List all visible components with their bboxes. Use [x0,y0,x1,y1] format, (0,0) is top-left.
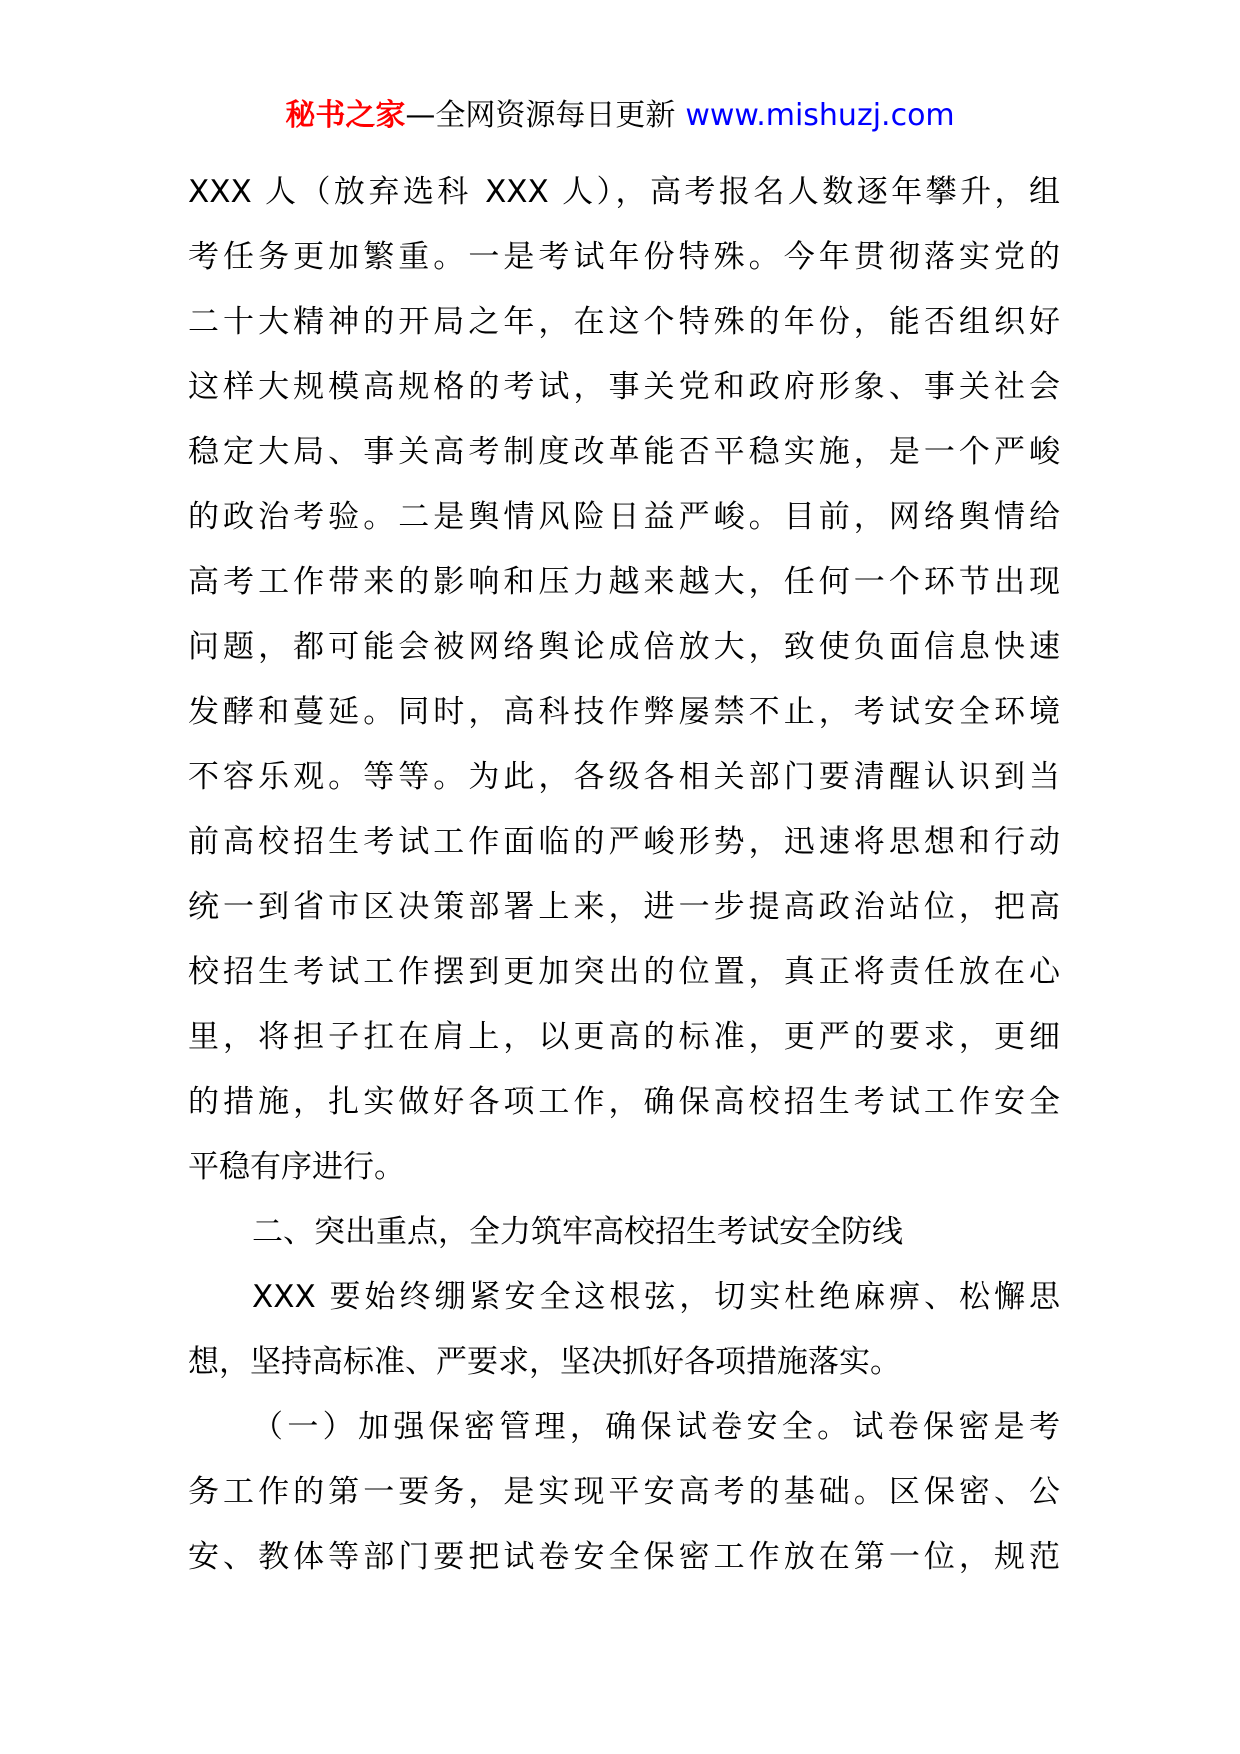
body-line: 高考工作带来的影响和压力越来越大，任何一个环节出现 [188,564,1060,600]
body-line: 这样大规模高规格的考试，事关党和政府形象、事关社会 [188,369,1060,405]
body-line: 的政治考验。二是舆情风险日益严峻。目前，网络舆情给 [188,499,1060,535]
paragraph-end-line: 想，坚持高标准、严要求，坚决抓好各项措施落实。 [188,1344,901,1380]
site-header [0,96,1240,136]
body-line: 不容乐观。等等。为此，各级各相关部门要清醒认识到当 [188,759,1060,795]
body-line: XXX 要始终绷紧安全这根弦，切实杜绝麻痹、松懈思 [252,1279,1060,1315]
subsection-heading-line: （一）加强保密管理，确保试卷安全。试卷保密是考 [252,1409,1060,1445]
body-line: 务工作的第一要务，是实现平安高考的基础。区保密、公 [188,1474,1060,1510]
site-brand: 秘书之家 [285,98,406,133]
site-slogan: —全网资源每日更新 [405,98,676,133]
body-line: 统一到省市区决策部署上来，进一步提高政治站位，把高 [188,889,1060,925]
body-line: 前高校招生考试工作面临的严峻形势，迅速将思想和行动 [188,824,1060,860]
paragraph-end-line: 平稳有序进行。 [188,1149,405,1185]
body-line: 二十大精神的开局之年，在这个特殊的年份，能否组织好 [188,304,1060,340]
body-line: 考任务更加繁重。一是考试年份特殊。今年贯彻落实党的 [188,239,1060,275]
body-line: 校招生考试工作摆到更加突出的位置，真正将责任放在心 [188,954,1060,990]
body-line: 里，将担子扛在肩上，以更高的标准，更严的要求，更细 [188,1019,1060,1055]
body-line: 稳定大局、事关高考制度改革能否平稳实施，是一个严峻 [188,434,1060,470]
section-heading: 二、突出重点，全力筑牢高校招生考试安全防线 [252,1214,903,1250]
body-line: 的措施，扎实做好各项工作，确保高校招生考试工作安全 [188,1084,1060,1120]
body-line: 发酵和蔓延。同时，高科技作弊屡禁不止，考试安全环境 [188,694,1060,730]
body-line: 问题，都可能会被网络舆论成倍放大，致使负面信息快速 [188,629,1060,665]
document-body [188,160,1060,1590]
body-line: 安、教体等部门要把试卷安全保密工作放在第一位，规范 [188,1539,1060,1575]
site-url-link[interactable]: www.mishuzj.com [685,98,955,133]
body-line: XXX 人（放弃选科 XXX 人），高考报名人数逐年攀升，组 [188,174,1060,210]
